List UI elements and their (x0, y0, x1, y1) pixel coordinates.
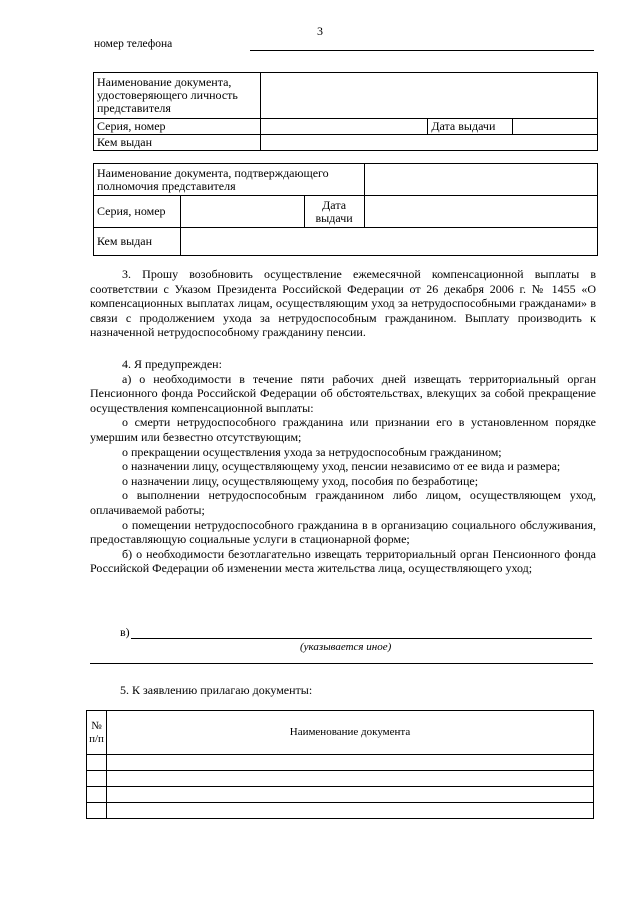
section-4-title: 4. Я предупрежден: (122, 357, 222, 371)
attached-documents-table (86, 710, 594, 819)
rep-auth-issued-by-field[interactable] (180, 228, 597, 256)
section-4-subitem: о назначении лицу, осуществляющему уход, пенсии независимо от ее вида и размера; (122, 459, 561, 474)
phone-label: номер телефона (94, 38, 173, 50)
table-row-num-cell[interactable] (87, 803, 107, 819)
rep-id-doc-name-label: Наименование документа, удостоверяющего личность представителя (94, 73, 261, 119)
table-row-name-cell[interactable] (106, 771, 593, 787)
col-num-header: № п/п (87, 711, 107, 755)
table-row-name-cell[interactable] (106, 787, 593, 803)
rep-id-issued-by-label: Кем выдан (94, 135, 261, 151)
rep-id-series-field[interactable] (260, 119, 428, 135)
section-4-item-b: б) о необходимости безотлагательно извещать территориальный орган Пенсионного фонда Российской Федерации об изменении места жительства лица, осуществляющего уход; (90, 546, 596, 576)
rep-id-doc-name-field[interactable] (260, 73, 597, 119)
section-3 (90, 267, 596, 340)
representative-authority-table (93, 163, 598, 256)
rep-auth-doc-name-label: Наименование документа, подтверждающего полномочия представителя (94, 164, 365, 196)
rep-id-series-label: Серия, номер (94, 119, 261, 135)
section-4-subitem: о смерти нетрудоспособного гражданина или признании его в установленном порядке умершим или безвестно отсутствующим; (90, 415, 596, 444)
section-3-text: 3. Прошу возобновить осуществление ежемесячной компенсационной выплаты в соответствии с Указом Президента Российской Федерации от 26 декабря 2006 г. № 1455 «О компенсационных выплатах лицам, осуществляющим уход за нетрудоспособными гражданами» в связи с продолжением ухода за нетрудоспособным гражданином. Выплату производить к назначенной нетрудоспособному гражданину пенсии. (90, 267, 596, 340)
section-4-item-v-label: в) (120, 625, 130, 639)
section-4-item-v-hint: (указывается иное) (300, 641, 392, 653)
page-number: 3 (317, 24, 323, 38)
rep-auth-doc-name-field[interactable] (364, 164, 597, 196)
representative-id-table (93, 72, 598, 151)
col-doc-name-header: Наименование документа (106, 711, 593, 755)
rep-auth-issue-date-label: Дата выдачи (304, 196, 364, 228)
section-4-subitem: о помещении нетрудоспособного гражданина в в организацию социального обслуживания, предоставляющую социальные услуги в стационарной форме; (90, 517, 596, 547)
table-row-name-cell[interactable] (106, 755, 593, 771)
rep-auth-series-label: Серия, номер (94, 196, 181, 228)
table-row-num-cell[interactable] (87, 755, 107, 771)
section-4-subitem: о выполнении нетрудоспособным гражданином либо лицом, осуществляющем уход, оплачиваемой работы; (90, 488, 596, 517)
table-row-num-cell[interactable] (87, 787, 107, 803)
rep-auth-series-field[interactable] (180, 196, 304, 228)
section-4 (90, 357, 596, 576)
rep-id-issued-by-field[interactable] (260, 135, 597, 151)
section-4-extra-input-line[interactable] (90, 663, 593, 664)
section-4-subitem: о назначении лицу, осуществляющему уход, пособия по безработице; (122, 473, 479, 488)
table-row-num-cell[interactable] (87, 771, 107, 787)
rep-auth-issued-by-label: Кем выдан (94, 228, 181, 256)
rep-id-issue-date-field[interactable] (513, 119, 598, 135)
rep-id-issue-date-label: Дата выдачи (428, 119, 513, 135)
rep-auth-issue-date-field[interactable] (364, 196, 597, 228)
section-4-item-v-input-line[interactable] (131, 638, 592, 639)
section-4-item-a: а) о необходимости в течение пяти рабочих дней извещать территориальный орган Пенсионного фонда Российской Федерации об обстоятельствах, влекущих за собой прекращение осуществления компенсационной выплаты: (90, 371, 596, 415)
phone-input-line[interactable] (250, 50, 594, 51)
table-row-name-cell[interactable] (106, 803, 593, 819)
section-4-subitem: о прекращении осуществления ухода за нетрудоспособным гражданином; (122, 444, 502, 459)
section-5-title: 5. К заявлению прилагаю документы: (120, 683, 313, 697)
